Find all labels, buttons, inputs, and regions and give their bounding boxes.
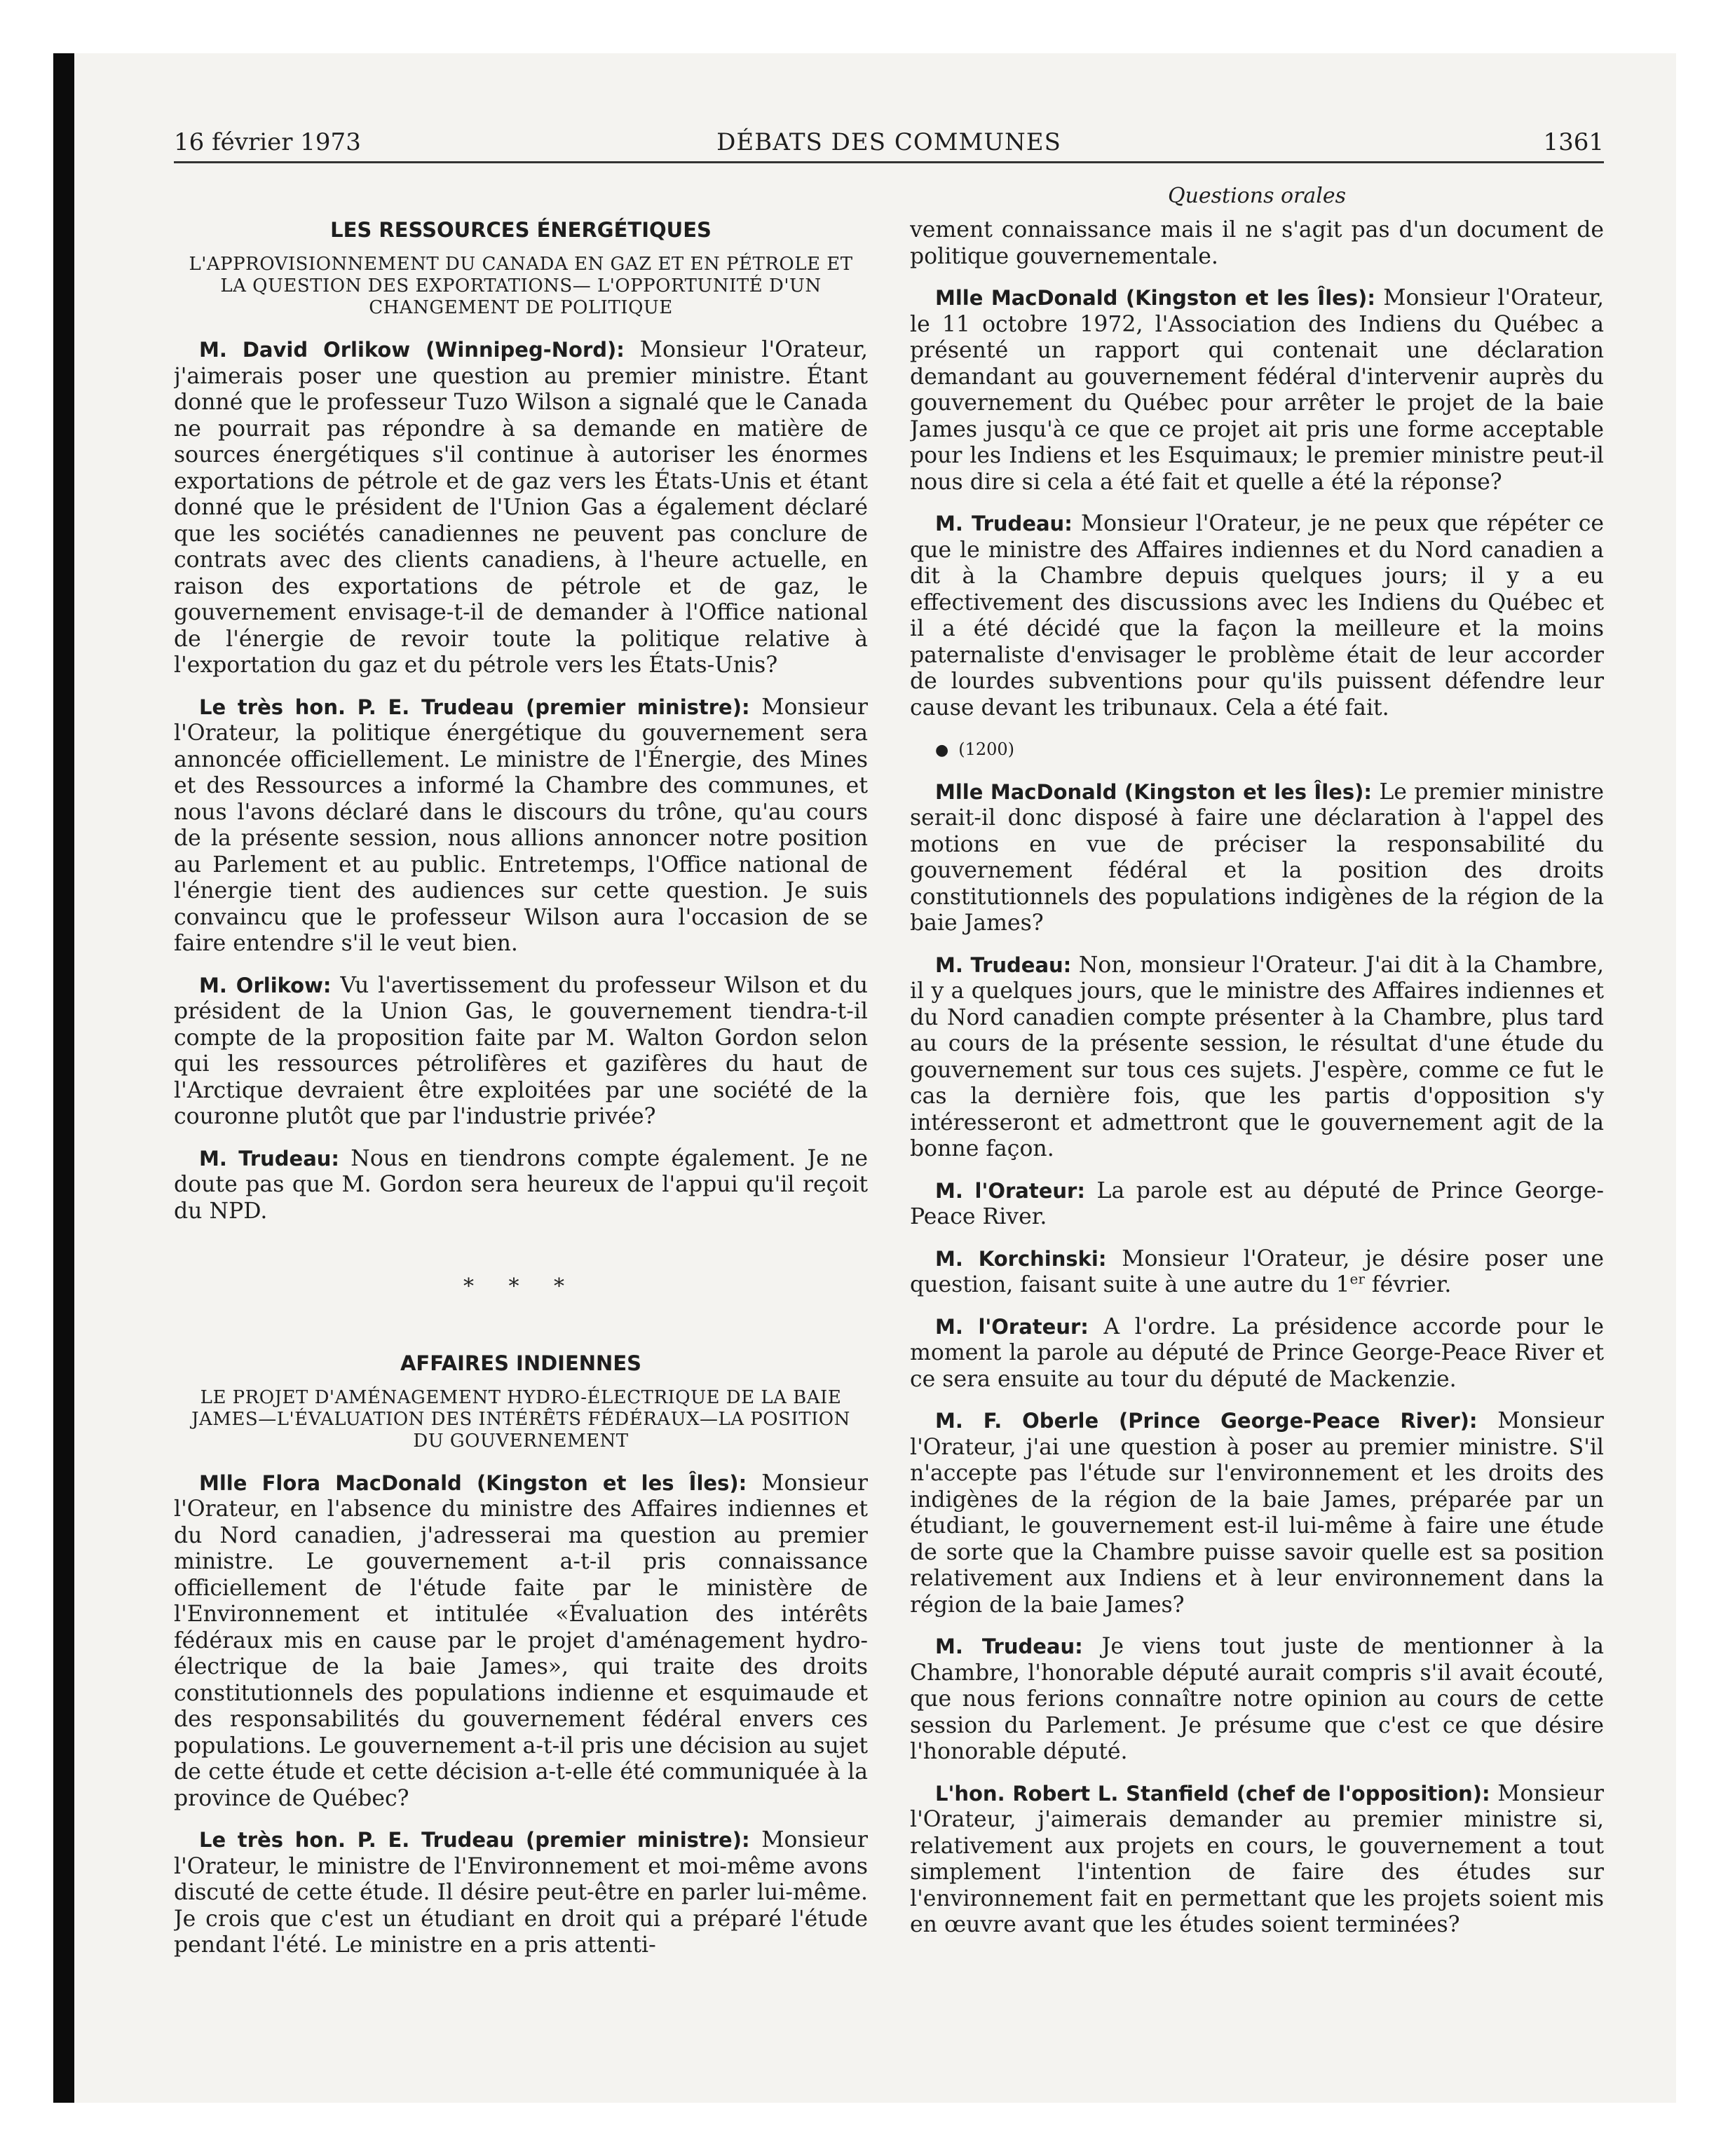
subheading-james-bay: LE PROJET D'AMÉNAGEMENT HYDRO-ÉLECTRIQUE DE LA BAIE JAMES—L'ÉVALUATION DES INTÉRÊTS FÉDÉRAUX—LA POSITION DU GOUVERNEMENT bbox=[191, 1386, 850, 1452]
paragraph bbox=[910, 1178, 1604, 1231]
header-publication: DÉBATS DES COMMUNES bbox=[716, 128, 1061, 156]
speaker-name: M. Trudeau: bbox=[199, 1146, 340, 1171]
paragraph-text: Monsieur l'Orateur, le 11 octobre 1972, l'Association des Indiens du Québec a présenté un rapport qui contenait une déclaration demandant au gouvernement fédéral d'intervenir auprès du gouvernement du Québec pour arrêter le projet de la baie James jusqu'à ce que ce projet ait pris une forme acceptable pour les Indiens et les Esquimaux; le premier ministre peut-il nous dire si cela a été fait et quelle a été la réponse? bbox=[910, 285, 1604, 495]
paragraph bbox=[174, 1146, 868, 1225]
header-date: 16 février 1973 bbox=[174, 128, 361, 156]
paragraph-text: Monsieur l'Orateur, j'ai une question à poser au premier ministre. S'il n'accepte pas l'étude sur l'environnement et les droits des indigènes de la région de la baie James, préparée par un étudiant, le gouvernement est-il lui-même à faire une étude de sorte que la Chambre puisse savoir quelle est sa position relativement aux Indiens et à leur environnement dans la région de la baie James? bbox=[910, 1408, 1604, 1618]
paragraph bbox=[174, 973, 868, 1131]
paragraph bbox=[910, 1246, 1604, 1299]
paragraph-text: Monsieur l'Orateur, la politique énergétique du gouvernement sera annoncée officiellement. Le ministre de l'Énergie, des Mines et des Ressources a informé la Chambre des communes, et nous l'avons déclaré dans le discours du trône, qu'au cours de la présente session, nous allions annoncer notre position au Parlement et au public. Entretemps, l'Office national de l'énergie tient des audiences sur cette question. Je suis convaincu que le professeur Wilson aura l'occasion de se faire entendre s'il le veut bien. bbox=[174, 694, 868, 956]
speaker-name: M. l'Orateur: bbox=[935, 1178, 1085, 1203]
subheading-energy-supply: L'APPROVISIONNEMENT DU CANADA EN GAZ ET EN PÉTROLE ET LA QUESTION DES EXPORTATIONS— L'OPPORTUNITÉ D'UN CHANGEMENT DE POLITIQUE bbox=[189, 254, 853, 318]
right-column bbox=[910, 217, 1604, 2033]
speaker-name: M. l'Orateur: bbox=[935, 1314, 1089, 1339]
paragraph bbox=[910, 511, 1604, 721]
speaker-name: Le très hon. P. E. Trudeau (premier ministre): bbox=[199, 695, 750, 719]
paragraph-text: février. bbox=[1364, 1272, 1452, 1297]
paragraph-text: Je viens tout juste de mentionner à la Chambre, l'honorable député aurait compris s'il avait écouté, que nous ferions connaître notre opinion au cours de cette session du Parlement. Je présume que c'est ce que désire l'honorable député. bbox=[910, 1634, 1604, 1764]
speaker-name: Mlle MacDonald (Kingston et les Îles): bbox=[935, 779, 1372, 804]
paragraph-text: La parole est au député de Prince George-Peace River. bbox=[910, 1178, 1604, 1229]
scan-binding-edge bbox=[53, 53, 74, 2103]
speaker-name: M. Trudeau: bbox=[935, 1635, 1083, 1658]
header-page-number: 1361 bbox=[1543, 128, 1604, 156]
paragraph bbox=[910, 1634, 1604, 1766]
paragraph bbox=[910, 953, 1604, 1163]
paragraph-text: Monsieur l'Orateur, en l'absence du ministre des Affaires indiennes et du Nord canadien, j'adresserai ma question au premier ministre. Le gouvernement a-t-il pris connaissance officiellement de l'étude faite par le ministère de l'Environnement et intitulée «Évaluation des intérêts fédéraux mis en cause par le projet d'aménagement hydro-électrique de la baie James», qui traite des droits constitutionnels des populations indienne et esquimaude et des responsabilités du gouvernement fédéral envers ces populations. Le gouvernement a-t-il pris une décision au sujet de cette étude et cette décision a-t-elle été communiquée à la province de Québec? bbox=[174, 1470, 868, 1811]
paragraph bbox=[174, 695, 868, 957]
paragraph-text: Monsieur l'Orateur, j'aimerais poser une question au premier ministre. Étant donné que le professeur Tuzo Wilson a signalé que le Canada ne pourrait pas répondre à sa demande en matière de sources énergétiques s'il continue à autoriser les énormes exportations de pétrole et de gaz vers les États-Unis et étant donné que le président de l'Union Gas a également déclaré que les sociétés canadiennes ne peuvent pas conclure de contrats avec des clients canadiens, à l'heure actuelle, en raison des exportations de pétrole et de gaz, le gouvernement envisage-t-il de demander à l'Office national de l'énergie de revoir toute la politique relative à l'exportation du gaz et du pétrole vers les États-Unis? bbox=[174, 337, 868, 678]
speaker-name: Mlle Flora MacDonald (Kingston et les Îles): bbox=[199, 1471, 747, 1495]
speaker-name: M. Trudeau: bbox=[935, 953, 1072, 977]
bullet-icon: ● bbox=[935, 742, 949, 759]
speaker-name: M. Korchinski: bbox=[935, 1246, 1107, 1271]
running-header bbox=[174, 125, 1604, 163]
paragraph bbox=[910, 779, 1604, 937]
paragraph bbox=[910, 1314, 1604, 1393]
speaker-name: M. F. Oberle (Prince George-Peace River): bbox=[935, 1409, 1478, 1433]
paragraph-text: Monsieur l'Orateur, le ministre de l'Environnement et moi-même avons discuté de cette étude. Il désire peut-être en parler lui-même. Je crois que c'est un étudiant en droit qui a préparé l'étude pendant l'été. Le ministre en a pris attenti- bbox=[174, 1827, 868, 1958]
paragraph-text: Monsieur l'Orateur, je désire poser une question, faisant suite à une autre du 1 bbox=[910, 1246, 1604, 1297]
speaker-name: Mlle MacDonald (Kingston et les Îles): bbox=[935, 286, 1375, 310]
speaker-name: Le très hon. P. E. Trudeau (premier ministre): bbox=[199, 1828, 750, 1852]
paragraph-text: Le premier ministre serait-il donc disposé à faire une déclaration à l'appel des motions en vue de préciser la responsabilité du gouvernement fédéral et la position des droits constitutionnels des populations indigènes de la région de la baie James? bbox=[910, 779, 1604, 936]
paragraph bbox=[174, 1827, 868, 1959]
paragraph-continuation: vement connaissance mais il ne s'agit pas d'un document de politique gouvernementale. bbox=[910, 217, 1604, 269]
speaker-name: M. David Orlikow (Winnipeg-Nord): bbox=[199, 338, 625, 362]
paragraph-text: Monsieur l'Orateur, j'aimerais demander au premier ministre si, relativement aux projets en cours, le gouvernement a tout simplement l'intention de faire des études sur l'environnement fait en permettant que les projets soient mis en œuvre avant que les études soient terminées? bbox=[910, 1780, 1604, 1937]
section-separator: * * * bbox=[463, 1274, 579, 1299]
paragraph-text: A l'ordre. La présidence accorde pour le moment la parole au député de Prince George-Peace River et ce sera ensuite au tour du député de Mackenzie. bbox=[910, 1314, 1604, 1392]
paragraph bbox=[174, 1471, 868, 1813]
section-label: Questions orales bbox=[1167, 184, 1347, 208]
heading-indian-affairs: AFFAIRES INDIENNES bbox=[400, 1351, 642, 1375]
speaker-name: M. Trudeau: bbox=[935, 512, 1073, 535]
paragraph-text: Monsieur l'Orateur, je ne peux que répéter ce que le ministre des Affaires indiennes et du Nord canadien a dit à la Chambre depuis quelques jours; il y a eu effectivement des discussions avec les Indiens du Québec et il a été décidé que la façon la meilleure et la moins paternaliste d'envisager le problème était de leur accorder de lourdes subventions pour qu'ils puissent défendre leur cause devant les tribunaux. Cela a été fait. bbox=[910, 511, 1604, 721]
heading-energy-resources: LES RESSOURCES ÉNERGÉTIQUES bbox=[330, 218, 712, 242]
left-column bbox=[174, 210, 868, 2033]
paragraph bbox=[910, 1781, 1604, 1939]
paragraph bbox=[910, 1408, 1604, 1618]
time-marker bbox=[910, 737, 1604, 764]
superscript: er bbox=[1349, 1270, 1365, 1288]
paragraph-text: Nous en tiendrons compte également. Je ne doute pas que M. Gordon sera heureux de l'appui qu'il reçoit du NPD. bbox=[174, 1145, 868, 1224]
paragraph bbox=[174, 337, 868, 679]
paragraph bbox=[910, 285, 1604, 496]
time-marker-text: (1200) bbox=[958, 739, 1015, 759]
speaker-name: M. Orlikow: bbox=[199, 973, 332, 997]
paragraph-text: Vu l'avertissement du professeur Wilson et du président de la Union Gas, le gouvernement tiendra-t-il compte de la proposition faite par M. Walton Gordon selon qui les ressources pétrolifères et gazifères du haut de l'Arctique devraient être exploitées par une société de la couronne plutôt que par l'industrie privée? bbox=[174, 972, 868, 1129]
paragraph-text: Non, monsieur l'Orateur. J'ai dit à la Chambre, il y a quelques jours, que le ministre des Affaires indiennes et du Nord canadien compte présenter à la Chambre, plus tard au cours de la présente session, le résultat d'une étude du gouvernement sur tous ces sujets. J'espère, comme ce fut le cas la dernière fois, que les partis d'opposition s'y intéresseront et admettront que le gouvernement agit de la bonne façon. bbox=[910, 952, 1604, 1161]
speaker-name: L'hon. Robert L. Stanfield (chef de l'opposition): bbox=[935, 1781, 1490, 1806]
